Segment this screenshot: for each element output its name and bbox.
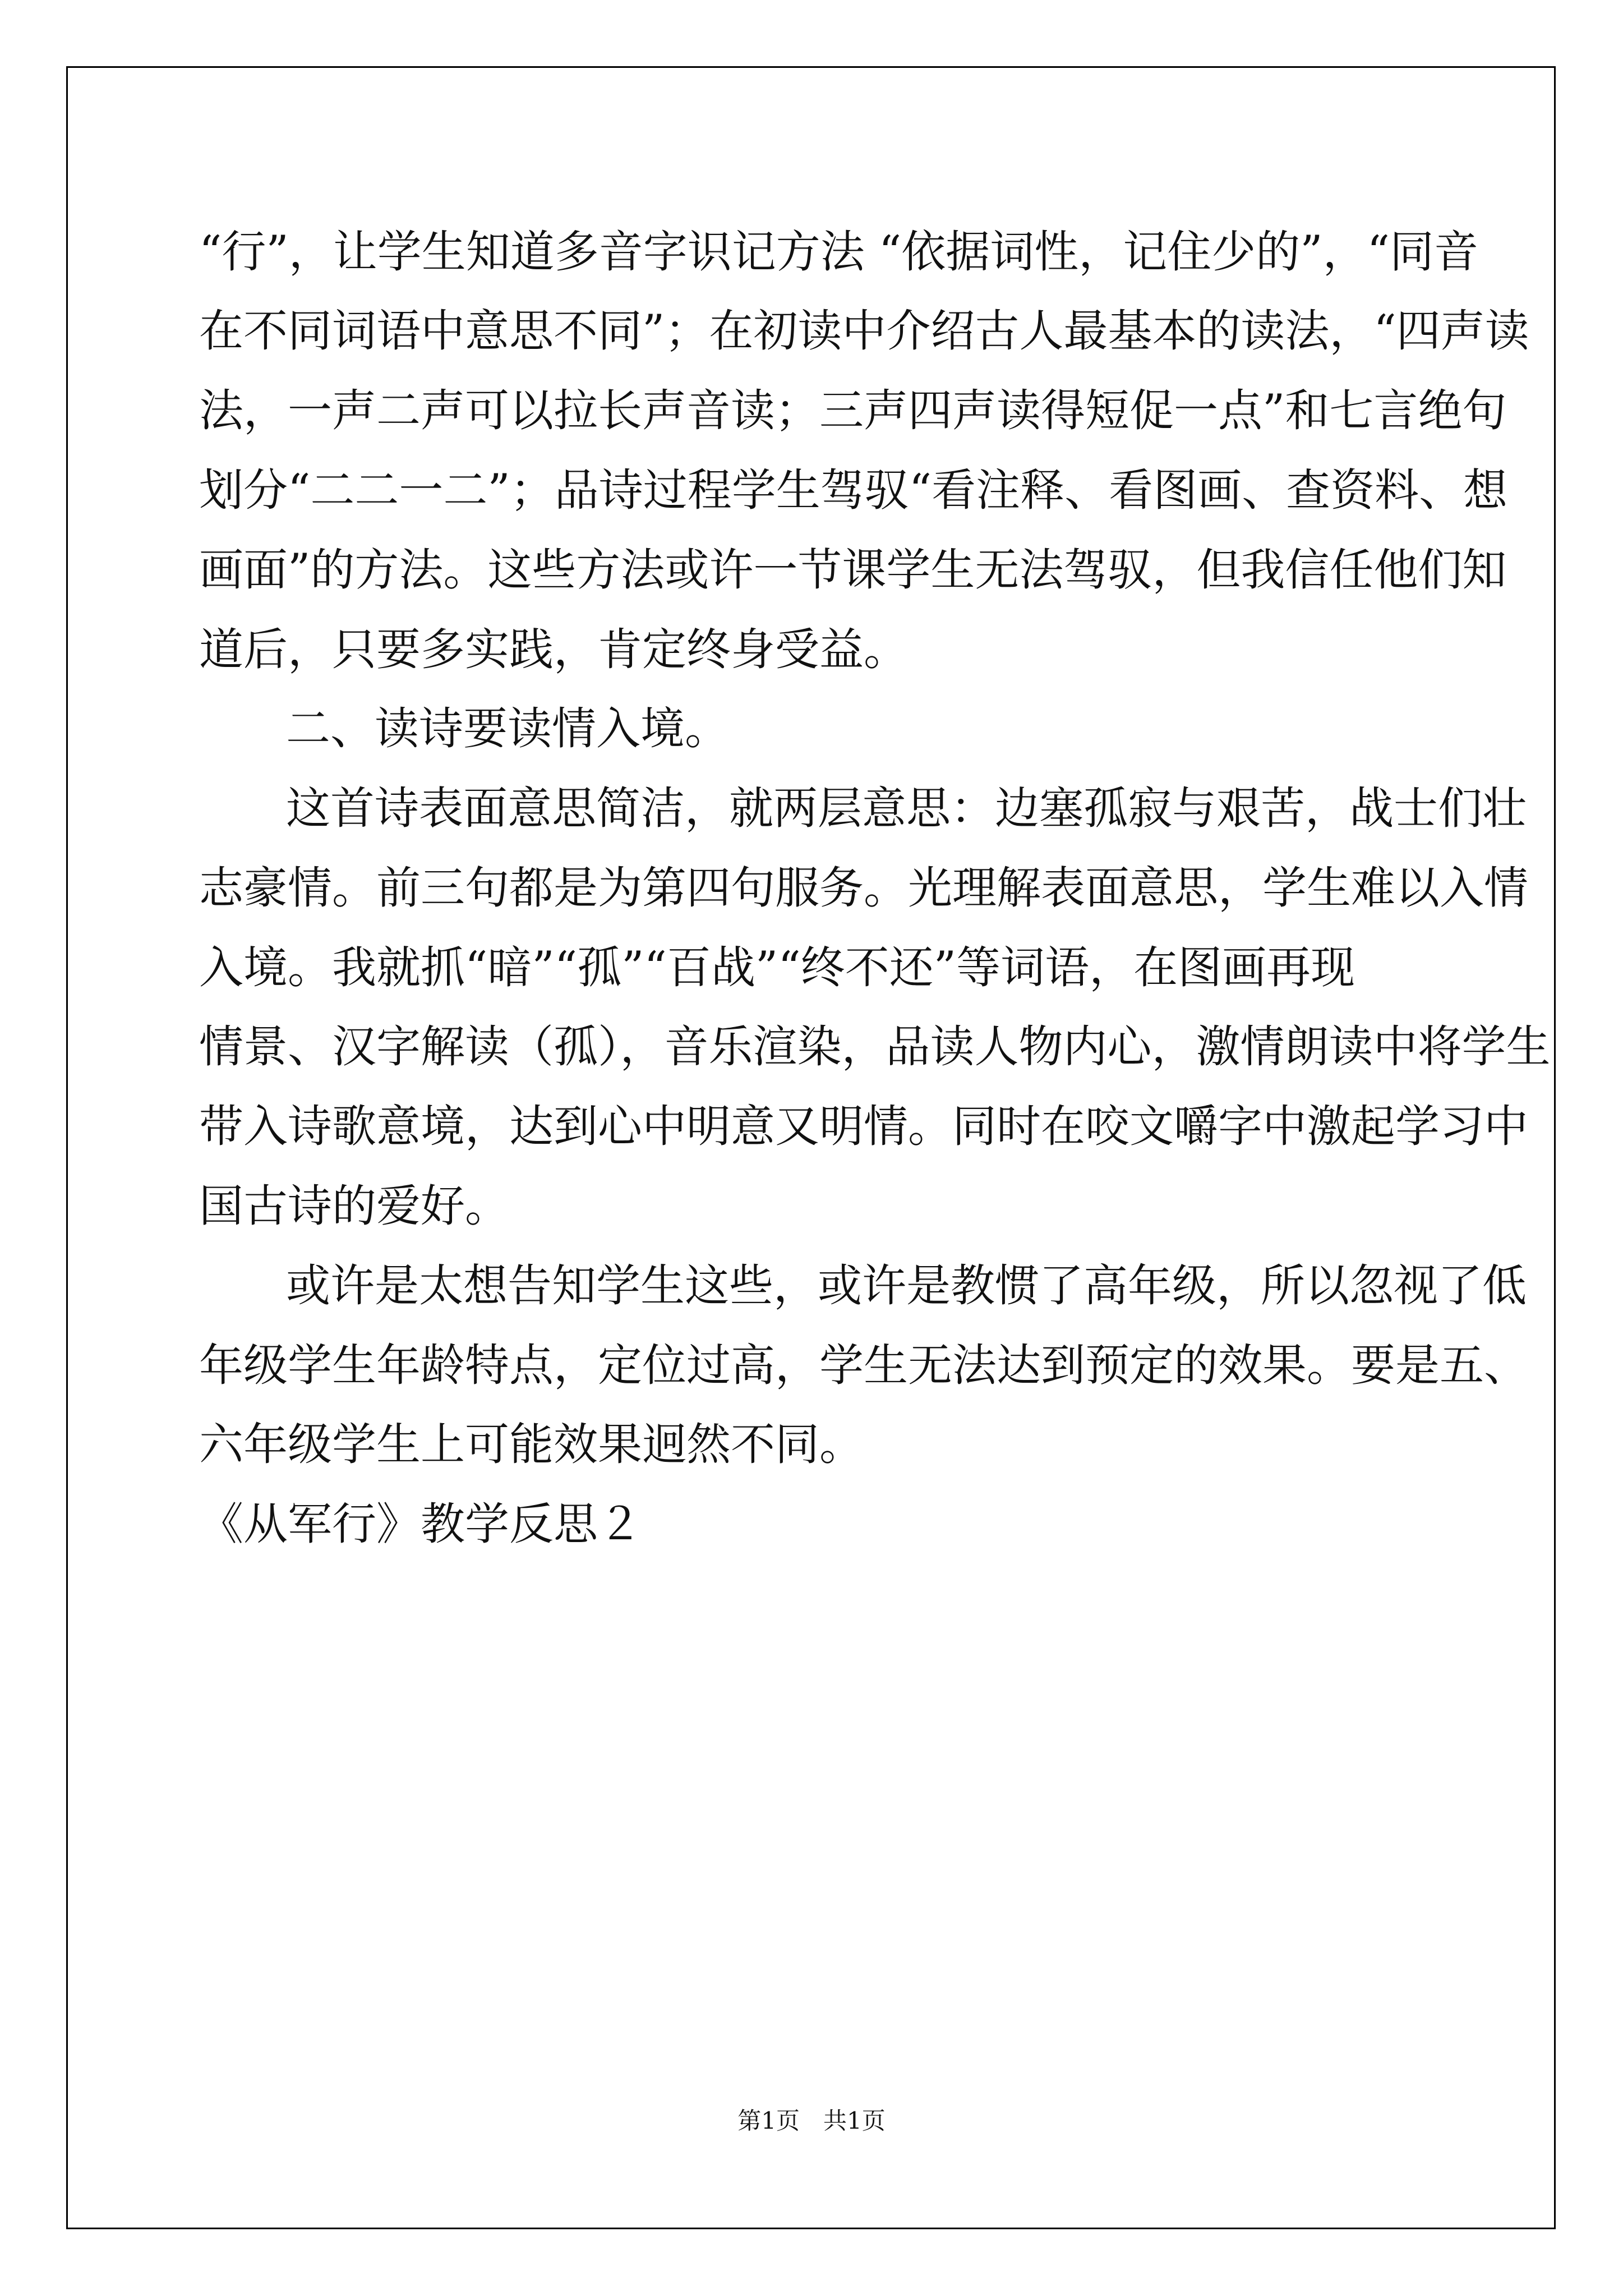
paragraph-3-line-1: 或许是太想告知学生这些，或许是教惯了高年级，所以忽视了低 bbox=[286, 1260, 1527, 1312]
section-title: 《从军行》教学反思２ bbox=[199, 1498, 642, 1550]
paragraph-1-line-6: 道后，只要多实践，肯定终身受益。 bbox=[199, 624, 908, 675]
paragraph-2-line-2: 志豪情。前三句都是为第四句服务。光理解表面意思，学生难以入情 bbox=[199, 862, 1528, 914]
paragraph-2-line-3: 入境。我就抓“暗”“孤”“百战”“终不还”等词语，在图画再现 bbox=[199, 942, 1355, 993]
paragraph-1-line-3: 法，一声二声可以拉长声音读；三声四声读得短促一点”和七言绝句 bbox=[199, 385, 1507, 436]
paragraph-1-line-1: “行”，让学生知道多音字识记方法 “依据词性，记住少的”，“同音 bbox=[199, 226, 1479, 278]
paragraph-2-line-1: 这首诗表面意思简洁，就两层意思：边塞孤寂与艰苦，战士们壮 bbox=[286, 783, 1527, 834]
paragraph-2-line-6: 国古诗的爱好。 bbox=[199, 1180, 509, 1232]
paragraph-3-line-2: 年级学生年龄特点，定位过高，学生无法达到预定的效果。要是五、 bbox=[199, 1340, 1528, 1391]
paragraph-3-line-3: 六年级学生上可能效果迥然不同。 bbox=[199, 1419, 864, 1470]
paragraph-1-line-2: 在不同词语中意思不同”；在初读中介绍古人最基本的读法，“四声读 bbox=[199, 305, 1529, 357]
page-footer: 第1页 共1页 bbox=[737, 2107, 886, 2134]
paragraph-1-line-4: 划分“二二一二”；品诗过程学生驾驭“看注释、看图画、查资料、想 bbox=[199, 464, 1508, 516]
paragraph-2-line-4: 情景、汉字解读（孤），音乐渲染，品读人物内心，激情朗读中将学生 bbox=[199, 1021, 1551, 1073]
heading-2: 二、读诗要读情入境。 bbox=[286, 703, 729, 754]
paragraph-1-line-5: 画面”的方法。这些方法或许一节课学生无法驾驭，但我信任他们知 bbox=[199, 544, 1507, 596]
paragraph-2-line-5: 带入诗歌意境，达到心中明意又明情。同时在咬文嚼字中激起学习中 bbox=[199, 1101, 1528, 1152]
